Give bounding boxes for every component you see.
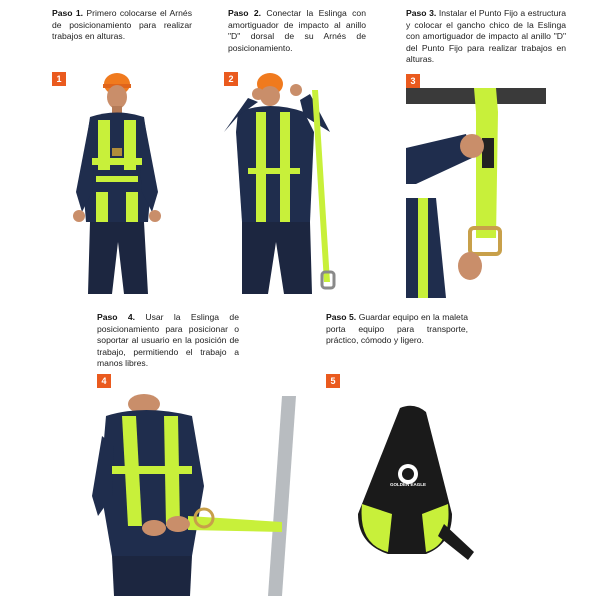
- step-3-badge: 3: [406, 74, 420, 88]
- step-5-text: [326, 312, 468, 347]
- step-1-badge: 1: [52, 72, 66, 86]
- worker-harness-photo: [60, 72, 180, 297]
- step-4-description: Usar la Eslinga de posicionamiento para posicionar o soportar al usuario en la posición de trabajo, permitiendo el trabajo a manos libres.: [97, 312, 239, 368]
- step-3-title: Paso 3.: [406, 8, 437, 18]
- step-1-description: Primero colocarse el Arnés de posicionamiento para realizar trabajos en alturas.: [52, 8, 192, 41]
- worker-positioning-photo: [92, 396, 312, 596]
- step-4-text: [97, 312, 239, 370]
- step-4-badge: 4: [97, 374, 111, 388]
- step-1-text: [52, 8, 192, 43]
- step-5-badge: 5: [326, 374, 340, 388]
- step-3-description: Instalar el Punto Fijo a estructura y colocar el gancho chico de la Eslinga con amortiguador de impacto al anillo "D" del Punto Fijo para realizar trabajos en alturas.: [406, 8, 566, 64]
- step-5-title: Paso 5.: [326, 312, 357, 322]
- step-4-title: Paso 4.: [97, 312, 136, 322]
- bag-logo-text: GOLDEN EAGLE: [389, 482, 426, 487]
- step-2-badge: 2: [224, 72, 238, 86]
- step-3-text: [406, 8, 566, 66]
- anchor-point-photo: [406, 88, 546, 298]
- step-2-description: Conectar la Eslinga con amortiguador de impacto al anillo "D" dorsal de su Arnés de posicionamiento.: [228, 8, 366, 53]
- step-1-title: Paso 1.: [52, 8, 84, 18]
- step-2-title: Paso 2.: [228, 8, 262, 18]
- worker-lanyard-photo: [218, 72, 348, 297]
- step-5-description: Guardar equipo en la maleta porta equipo para transporte, práctico, cómodo y ligero.: [326, 312, 468, 345]
- step-2-text: [228, 8, 366, 54]
